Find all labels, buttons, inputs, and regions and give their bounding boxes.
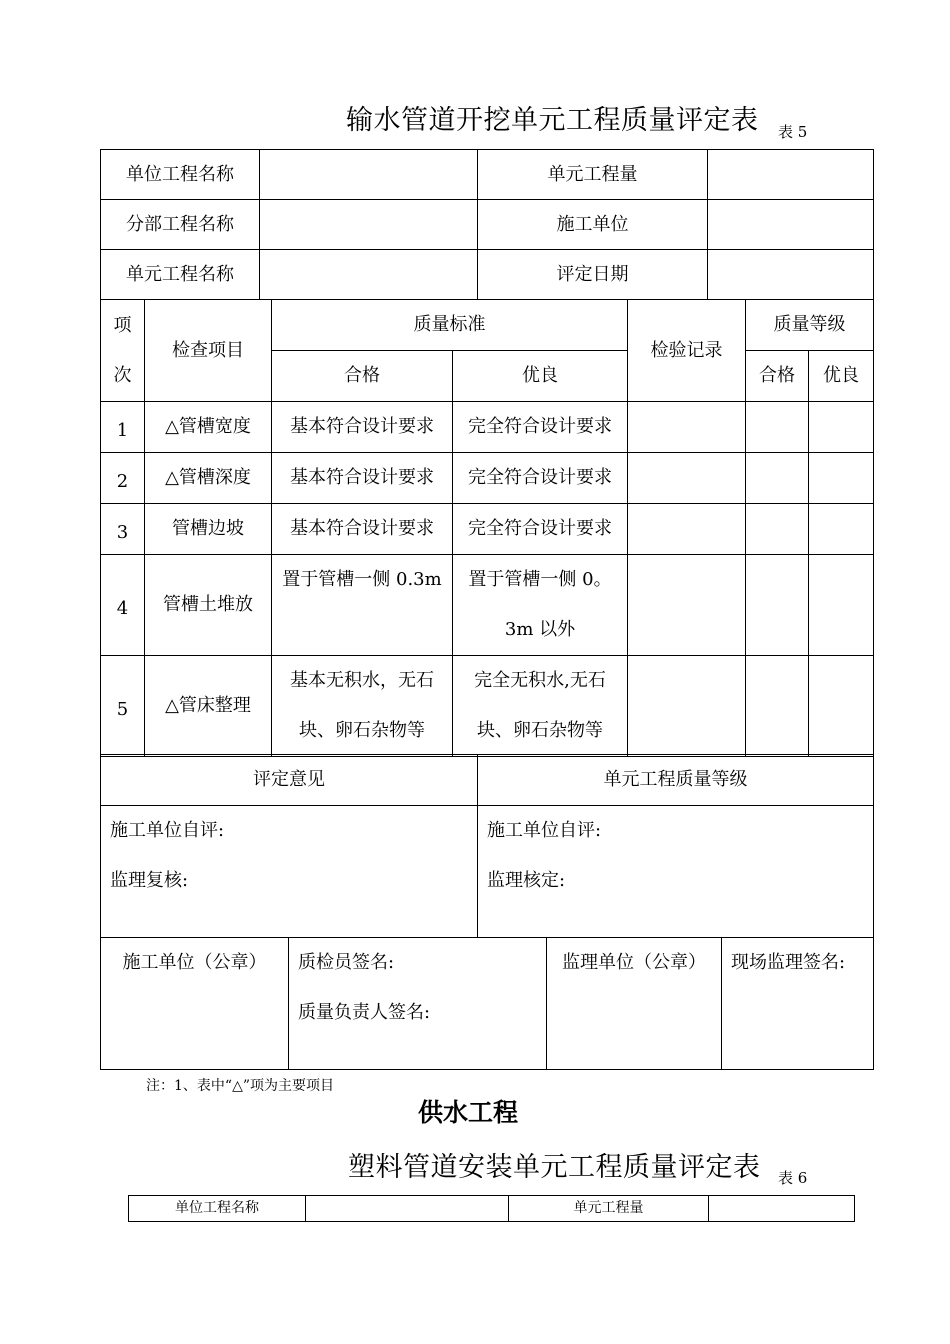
construction-seal-label: 施工单位（公章） xyxy=(122,952,267,973)
row-qualified: 基本符合设计要求 xyxy=(272,402,453,453)
unit-project-name-label: 单位工程名称 xyxy=(101,150,260,200)
t6-unit-project-name-value xyxy=(306,1196,509,1222)
table6-title: 塑料管道安装单元工程质量评定表 xyxy=(348,1152,761,1183)
table-row xyxy=(101,453,874,504)
row-qualified: 基本符合设计要求 xyxy=(272,453,453,504)
element-project-name-value xyxy=(260,250,478,300)
inspector-sign-cell xyxy=(289,938,547,1070)
grade-qualified-header: 合格 xyxy=(746,351,809,402)
evaluation-date-value xyxy=(708,250,874,300)
unit-project-name-value xyxy=(260,150,478,200)
element-project-name-label: 单元工程名称 xyxy=(101,250,260,300)
self-eval-left-label: 施工单位自评: xyxy=(110,820,225,841)
row-no: 4 xyxy=(101,555,145,656)
check-item-header: 检查项目 xyxy=(145,300,272,402)
row-no: 5 xyxy=(101,656,145,757)
table5-items xyxy=(100,299,874,757)
row-qualified: 基本无积水，无石 块、卵石杂物等 xyxy=(272,656,453,757)
qualified-header: 合格 xyxy=(272,351,453,402)
site-supervisor-sign-label: 现场监理签名: xyxy=(731,952,846,973)
verify-label: 监理核定: xyxy=(487,870,566,891)
excellent-header: 优良 xyxy=(453,351,628,402)
construction-unit-value xyxy=(708,200,874,250)
t6-unit-project-name-label: 单位工程名称 xyxy=(129,1196,306,1222)
opinion-right-cell xyxy=(478,806,874,938)
division-project-name-value xyxy=(260,200,478,250)
table6-number: 表 6 xyxy=(778,1169,808,1187)
table6-header xyxy=(128,1195,855,1222)
row-record xyxy=(628,656,746,757)
table5-header xyxy=(100,149,874,300)
table5-signatures xyxy=(100,937,874,1070)
row-item: 管槽土堆放 xyxy=(145,555,272,656)
quality-standard-header: 质量标准 xyxy=(272,300,628,351)
table-row xyxy=(101,402,874,453)
unit-work-quantity-label: 单元工程量 xyxy=(478,150,708,200)
row-no: 2 xyxy=(101,453,145,504)
review-label: 监理复核: xyxy=(110,870,189,891)
row-item: △管槽深度 xyxy=(145,453,272,504)
row-grade-qualified xyxy=(746,402,809,453)
inspector-sign-label: 质检员签名: xyxy=(298,952,395,973)
inspection-record-header: 检验记录 xyxy=(628,300,746,402)
site-supervisor-cell xyxy=(722,938,874,1070)
opinion-left-cell xyxy=(101,806,478,938)
construction-seal-cell xyxy=(101,938,289,1070)
row-item: 管槽边坡 xyxy=(145,504,272,555)
row-excellent: 完全符合设计要求 xyxy=(453,402,628,453)
row-excellent: 完全符合设计要求 xyxy=(453,504,628,555)
row-record xyxy=(628,402,746,453)
construction-unit-label: 施工单位 xyxy=(478,200,708,250)
element-quality-grade-header: 单元工程质量等级 xyxy=(478,755,874,806)
t6-unit-work-quantity-label: 单元工程量 xyxy=(509,1196,709,1222)
row-grade-excellent xyxy=(809,555,874,656)
row-item: △管床整理 xyxy=(145,656,272,757)
self-eval-right-label: 施工单位自评: xyxy=(487,820,602,841)
row-no: 1 xyxy=(101,402,145,453)
row-record xyxy=(628,453,746,504)
row-record xyxy=(628,504,746,555)
row-grade-excellent xyxy=(809,656,874,757)
supervision-seal-label: 监理单位（公章） xyxy=(562,952,706,973)
row-qualified: 基本符合设计要求 xyxy=(272,504,453,555)
row-grade-qualified xyxy=(746,555,809,656)
table-row xyxy=(101,504,874,555)
quality-manager-sign-label: 质量负责人签名: xyxy=(298,1002,431,1023)
row-grade-qualified xyxy=(746,453,809,504)
table5-title: 输水管道开挖单元工程质量评定表 xyxy=(346,105,759,136)
evaluation-date-label: 评定日期 xyxy=(478,250,708,300)
item-no-header: 项 次 xyxy=(101,300,145,402)
supervision-seal-cell xyxy=(547,938,722,1070)
quality-grade-header: 质量等级 xyxy=(746,300,874,351)
table5-note: 注：1、表中“△”项为主要项目 xyxy=(146,1078,334,1094)
table5-opinion xyxy=(100,754,874,938)
row-no: 3 xyxy=(101,504,145,555)
row-excellent: 置于管槽一侧 0。 3m 以外 xyxy=(453,555,628,656)
row-qualified: 置于管槽一侧 0.3m xyxy=(272,555,453,656)
row-record xyxy=(628,555,746,656)
table-row xyxy=(101,656,874,757)
division-project-name-label: 分部工程名称 xyxy=(101,200,260,250)
table-row xyxy=(101,555,874,656)
grade-excellent-header: 优良 xyxy=(809,351,874,402)
row-grade-excellent xyxy=(809,453,874,504)
t6-unit-work-quantity-value xyxy=(709,1196,855,1222)
row-grade-qualified xyxy=(746,504,809,555)
section-title: 供水工程 xyxy=(418,1098,519,1127)
row-item: △管槽宽度 xyxy=(145,402,272,453)
table5-number: 表 5 xyxy=(778,123,808,141)
row-grade-qualified xyxy=(746,656,809,757)
evaluation-opinion-header: 评定意见 xyxy=(101,755,478,806)
unit-work-quantity-value xyxy=(708,150,874,200)
row-excellent: 完全无积水,无石 块、卵石杂物等 xyxy=(453,656,628,757)
row-excellent: 完全符合设计要求 xyxy=(453,453,628,504)
row-grade-excellent xyxy=(809,402,874,453)
row-grade-excellent xyxy=(809,504,874,555)
